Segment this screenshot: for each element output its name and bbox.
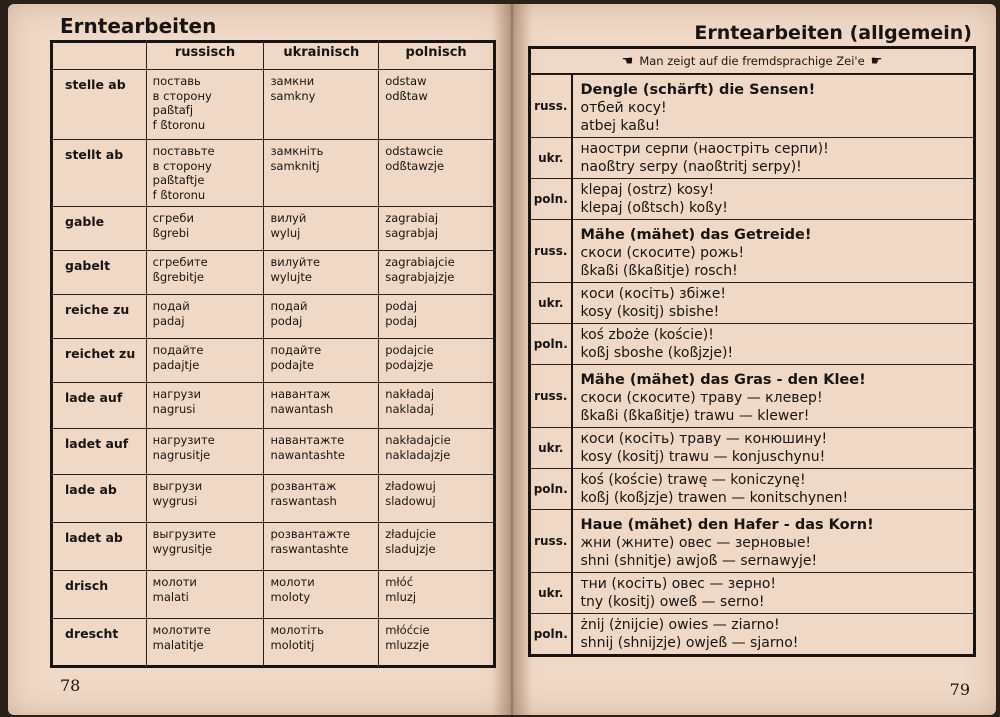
pl-translation-cell	[379, 475, 495, 523]
phrase-cell	[572, 324, 975, 365]
phrase-cell	[572, 365, 975, 428]
ru-translation-cell	[146, 251, 264, 295]
translation-line: zładowuj	[385, 479, 436, 493]
translation-line: поставьте	[152, 144, 215, 158]
translation-line: в сторону	[152, 88, 212, 103]
phrase-line: shni (shnitje) awjoß — sernawyje!	[580, 553, 818, 569]
translation-line: wylujte	[270, 269, 312, 284]
translation-line: sladowuj	[385, 493, 436, 508]
translation-line: zagrabiaj	[385, 211, 439, 225]
phrase-line: atbej kaßu!	[580, 118, 661, 134]
translation-line: wygrusitje	[152, 541, 213, 556]
translation-line: nakladaj	[385, 401, 434, 416]
translation-line: выгрузите	[152, 527, 217, 541]
phrase-line: koś (koście) trawę — koniczynę!	[580, 472, 806, 488]
uk-translation-cell	[264, 207, 379, 251]
uk-translation-cell	[264, 619, 379, 667]
translation-line: młóćcie	[385, 623, 430, 637]
german-phrase: Dengle (schärft) die Sensen!	[580, 82, 816, 98]
translation-line: подайте	[152, 343, 204, 357]
language-label: ukr.	[530, 283, 572, 324]
translation-line: молоти	[270, 575, 315, 589]
language-label: russ.	[530, 510, 572, 573]
phrase-row	[530, 75, 975, 138]
vocabulary-table-body	[52, 70, 495, 667]
table-row	[52, 619, 495, 667]
phrase-cell	[572, 138, 975, 179]
uk-translation-cell	[264, 475, 379, 523]
translation-line: paßtafj	[152, 103, 194, 117]
pointing-hand-icon: ☛	[870, 53, 883, 69]
translation-line: podajte	[270, 357, 314, 372]
german-phrase: Mähe (mähet) das Getreide!	[580, 227, 812, 243]
right-page-title: Erntearbeiten (allgemein)	[694, 22, 972, 44]
uk-translation-cell	[264, 523, 379, 571]
phrase-line: klepaj (ostrz) kosy!	[580, 182, 715, 198]
translation-line: malati	[152, 589, 189, 604]
translation-line: розвантажте	[270, 527, 351, 541]
uk-translation-cell	[264, 339, 379, 383]
uk-translation-cell	[264, 70, 379, 140]
phrase-row	[530, 510, 975, 573]
translation-line: paßtaftje	[152, 173, 205, 187]
ru-translation-cell	[146, 295, 264, 339]
phrase-line: kosy (kositj) trawu — konjuschynu!	[580, 449, 826, 465]
translation-line: вилуйте	[270, 255, 321, 269]
translation-line: wyluj	[270, 225, 301, 240]
phrase-row	[530, 138, 975, 179]
table-row	[52, 70, 495, 140]
phrase-line: отбей косу!	[580, 100, 667, 116]
german-verb-cell: ladet ab	[52, 523, 147, 571]
phrase-line: koßj (koßjzje) trawen — konitschynen!	[580, 490, 849, 506]
translation-line: sagrabjaj	[385, 225, 439, 240]
header-russian: russisch	[146, 42, 264, 70]
german-verb-cell: reichet zu	[52, 339, 147, 383]
pl-translation-cell	[379, 383, 495, 429]
translation-line: подай	[270, 299, 308, 313]
translation-line: розвантаж	[270, 479, 337, 493]
pointer-note-bar	[528, 46, 976, 74]
translation-line: nawantash	[270, 401, 334, 416]
translation-line: сгреби	[152, 211, 194, 225]
translation-line: молоти	[152, 575, 197, 589]
phrase-cell	[572, 283, 975, 324]
table-row	[52, 383, 495, 429]
language-label: poln.	[530, 179, 572, 220]
phrase-cell	[572, 220, 975, 283]
table-row	[52, 207, 495, 251]
phrase-line: klepaj (oßtsch) koßy!	[580, 200, 728, 216]
translation-line: вилуй	[270, 211, 307, 225]
translation-line: podaj	[385, 299, 418, 313]
phrase-cell	[572, 510, 975, 573]
table-row	[52, 523, 495, 571]
phrase-row	[530, 179, 975, 220]
table-row	[52, 251, 495, 295]
left-page-title: Erntearbeiten	[60, 14, 217, 38]
phrase-line: koś zboże (koście)!	[580, 327, 714, 343]
ru-translation-cell	[146, 475, 264, 523]
pointing-hand-icon: ☚	[621, 53, 634, 69]
pl-translation-cell	[379, 523, 495, 571]
translation-line: f ßtoronu	[152, 117, 206, 132]
header-polish: polnisch	[379, 42, 495, 70]
phrase-cell	[572, 469, 975, 510]
language-label: ukr.	[530, 138, 572, 179]
uk-translation-cell	[264, 383, 379, 429]
language-label: russ.	[530, 220, 572, 283]
translation-line: samkny	[270, 88, 316, 103]
pl-translation-cell	[379, 207, 495, 251]
phrase-line: tny (kositj) oweß — serno!	[580, 594, 765, 610]
language-label: poln.	[530, 324, 572, 365]
language-label: poln.	[530, 469, 572, 510]
phrase-cell	[572, 179, 975, 220]
translation-line: нагрузите	[152, 433, 215, 447]
translation-line: молотiть	[270, 623, 324, 637]
phrase-line: тни (косiть) овес — зерно!	[580, 576, 777, 592]
translation-line: odßtaw	[385, 88, 428, 103]
translation-line: odstawcie	[385, 144, 444, 158]
translation-line: młóć	[385, 575, 414, 589]
header-ukrainian: ukrainisch	[264, 42, 379, 70]
uk-translation-cell	[264, 251, 379, 295]
translation-line: moloty	[270, 589, 311, 604]
phrase-row	[530, 365, 975, 428]
table-row	[52, 475, 495, 523]
phrase-line: ßkaßi (ßkaßitje) rosch!	[580, 263, 738, 279]
german-verb-cell: drisch	[52, 571, 147, 619]
ru-translation-cell	[146, 383, 264, 429]
table-row	[52, 571, 495, 619]
pl-translation-cell	[379, 429, 495, 475]
pl-translation-cell	[379, 339, 495, 383]
table-row	[52, 429, 495, 475]
ru-translation-cell	[146, 429, 264, 475]
ru-translation-cell	[146, 207, 264, 251]
german-verb-cell: gabelt	[52, 251, 147, 295]
phrase-line: скоси (скосите) рожь!	[580, 245, 745, 261]
pl-translation-cell	[379, 140, 495, 207]
translation-line: в сторону	[152, 158, 212, 173]
table-row	[52, 339, 495, 383]
right-page-number: 79	[949, 680, 970, 699]
translation-line: odßtawzje	[385, 158, 445, 173]
phrase-row	[530, 428, 975, 469]
german-verb-cell: stellt ab	[52, 140, 147, 207]
german-verb-cell: stelle ab	[52, 70, 147, 140]
table-header-row	[52, 42, 495, 70]
translation-line: podaj	[385, 313, 418, 328]
ru-translation-cell	[146, 70, 264, 140]
translation-line: молотите	[152, 623, 211, 637]
translation-line: nakładajcie	[385, 433, 451, 447]
pl-translation-cell	[379, 619, 495, 667]
phrase-line: naoßtry serpy (naoßtritj serpy)!	[580, 159, 802, 175]
german-phrase: Mähe (mähet) das Gras - den Klee!	[580, 372, 866, 388]
phrase-table	[528, 74, 976, 657]
translation-line: padaj	[152, 313, 185, 328]
translation-line: podajzje	[385, 357, 434, 372]
german-verb-cell: ladet auf	[52, 429, 147, 475]
translation-line: nakladajzje	[385, 447, 451, 462]
phrase-row	[530, 469, 975, 510]
translation-line: nagrusi	[152, 401, 196, 416]
translation-line: поставь	[152, 74, 201, 88]
uk-translation-cell	[264, 429, 379, 475]
phrase-row	[530, 573, 975, 614]
translation-line: podajcie	[385, 343, 434, 357]
translation-line: сгребите	[152, 255, 208, 269]
phrase-row	[530, 283, 975, 324]
translation-line: mluzj	[385, 589, 417, 604]
translation-line: raswantashte	[270, 541, 349, 556]
translation-line: wygrusi	[152, 493, 198, 508]
translation-line: ßgrebi	[152, 225, 190, 240]
translation-line: нагрузи	[152, 387, 201, 401]
translation-line: zagrabiajcie	[385, 255, 455, 269]
phrase-line: наостри серпи (наострiть серпи)!	[580, 141, 829, 157]
german-verb-cell: lade ab	[52, 475, 147, 523]
german-verb-cell: reiche zu	[52, 295, 147, 339]
phrase-table-body	[530, 75, 975, 656]
german-phrase: Haue (mähet) den Hafer - das Korn!	[580, 517, 874, 533]
table-row	[52, 295, 495, 339]
translation-line: nakładaj	[385, 387, 435, 401]
translation-line: f ßtoronu	[152, 187, 206, 202]
phrase-line: скоси (скосите) траву — клевер!	[580, 390, 823, 406]
translation-line: подайте	[270, 343, 322, 357]
language-label: russ.	[530, 365, 572, 428]
uk-translation-cell	[264, 295, 379, 339]
phrase-line: коси (косiть) збiже!	[580, 286, 726, 302]
translation-line: nagrusitje	[152, 447, 211, 462]
pl-translation-cell	[379, 251, 495, 295]
translation-line: samknitj	[270, 158, 320, 173]
translation-line: подай	[152, 299, 190, 313]
ru-translation-cell	[146, 339, 264, 383]
translation-line: замкни	[270, 74, 315, 88]
translation-line: zładujcie	[385, 527, 436, 541]
phrase-row	[530, 324, 975, 365]
language-label: russ.	[530, 75, 572, 138]
translation-line: raswantash	[270, 493, 337, 508]
phrase-line: shnij (shnijzje) owjeß — sjarno!	[580, 635, 799, 651]
phrase-line: żnij (żnijcie) owies — ziarno!	[580, 617, 780, 633]
phrase-cell	[572, 573, 975, 614]
phrase-line: koßj sboshe (koßjzje)!	[580, 345, 734, 361]
phrase-cell	[572, 75, 975, 138]
phrase-row	[530, 220, 975, 283]
translation-line: padajtje	[152, 357, 200, 372]
language-label: ukr.	[530, 428, 572, 469]
translation-line: molotitj	[270, 637, 315, 652]
phrase-line: жни (жните) овес — зерновые!	[580, 535, 812, 551]
translation-line: замкнiть	[270, 144, 324, 158]
uk-translation-cell	[264, 571, 379, 619]
language-label: ukr.	[530, 573, 572, 614]
pointer-note-text: Man zeigt auf die fremdsprachige Zei'e	[639, 54, 865, 68]
translation-line: sladujzje	[385, 541, 436, 556]
phrase-row	[530, 614, 975, 656]
translation-line: выгрузи	[152, 479, 203, 493]
book-gutter	[492, 4, 532, 715]
translation-line: podaj	[270, 313, 303, 328]
ru-translation-cell	[146, 571, 264, 619]
table-row	[52, 140, 495, 207]
phrase-line: ßkaßi (ßkaßitje) trawu — klewer!	[580, 408, 810, 424]
phrase-cell	[572, 428, 975, 469]
vocabulary-table	[50, 40, 496, 668]
phrase-line: kosy (kositj) sbishe!	[580, 304, 720, 320]
german-verb-cell: lade auf	[52, 383, 147, 429]
header-empty	[52, 42, 147, 70]
translation-line: odstaw	[385, 74, 427, 88]
translation-line: навантаж	[270, 387, 331, 401]
german-verb-cell: gable	[52, 207, 147, 251]
german-verb-cell: drescht	[52, 619, 147, 667]
uk-translation-cell	[264, 140, 379, 207]
translation-line: навантажте	[270, 433, 345, 447]
pl-translation-cell	[379, 295, 495, 339]
pl-translation-cell	[379, 571, 495, 619]
left-page-number: 78	[60, 676, 81, 695]
phrase-line: коси (косiть) траву — конюшину!	[580, 431, 828, 447]
language-label: poln.	[530, 614, 572, 656]
translation-line: sagrabjajzje	[385, 269, 455, 284]
translation-line: mluzzje	[385, 637, 430, 652]
ru-translation-cell	[146, 523, 264, 571]
ru-translation-cell	[146, 140, 264, 207]
ru-translation-cell	[146, 619, 264, 667]
pl-translation-cell	[379, 70, 495, 140]
phrase-cell	[572, 614, 975, 656]
translation-line: malatitje	[152, 637, 204, 652]
translation-line: nawantashte	[270, 447, 345, 462]
translation-line: ßgrebitje	[152, 269, 205, 284]
